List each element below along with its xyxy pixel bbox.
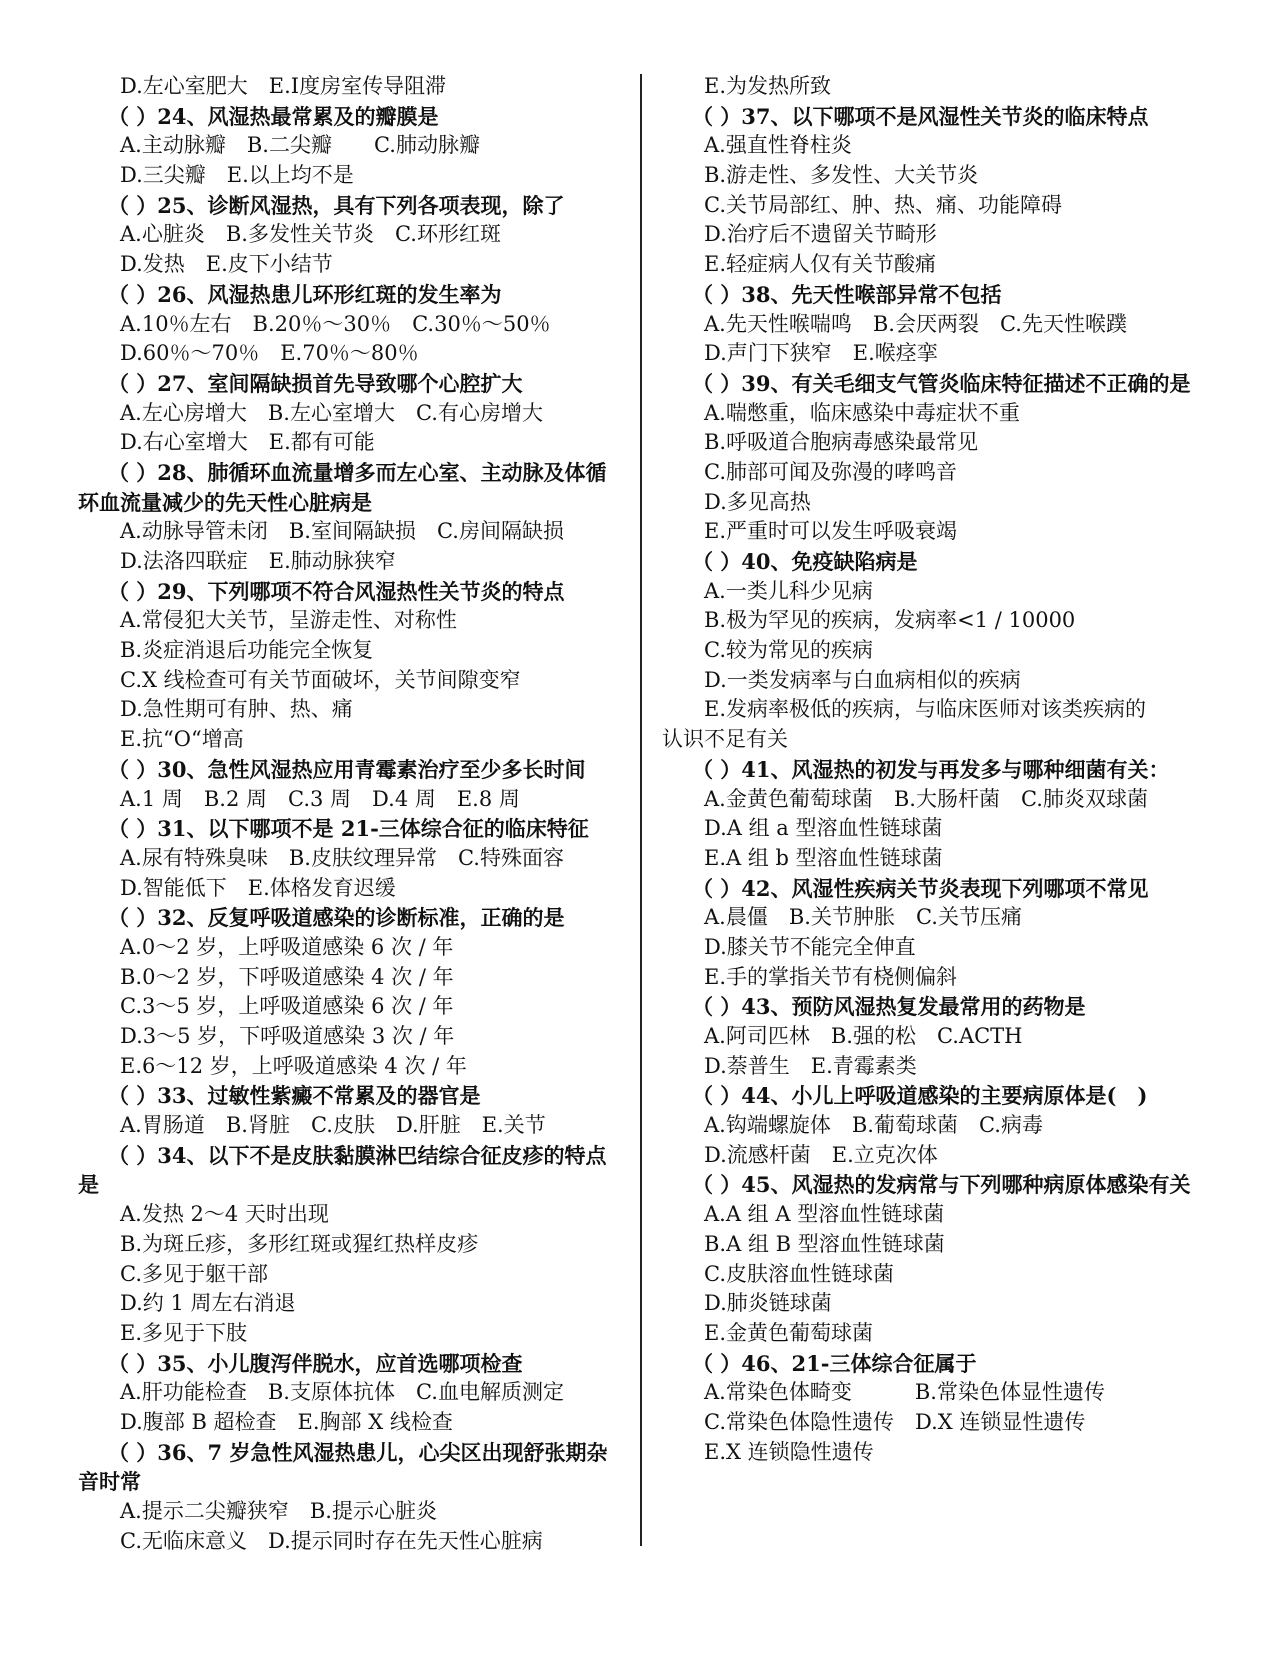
question-stem: （ ）25、诊断风湿热，具有下列各项表现，除了 <box>108 192 565 218</box>
option-line: B.呼吸道合胞病毒感染最常见 <box>704 430 979 455</box>
option-line: D.发热 E.皮下小结节 <box>120 252 333 277</box>
option-line: C.常染色体隐性遗传 D.X 连锁显性遗传 <box>704 1409 1086 1434</box>
option-line: A.A 组 A 型溶血性链球菌 <box>704 1202 945 1227</box>
option-line: B.游走性、多发性、大关节炎 <box>704 163 979 188</box>
option-line: A.1 周 B.2 周 C.3 周 D.4 周 E.8 周 <box>120 786 520 811</box>
option-line: C.皮肤溶血性链球菌 <box>704 1261 894 1286</box>
option-line: A.强直性脊柱炎 <box>704 133 852 158</box>
question-stem: （ ）39、有关毛细支气管炎临床特征描述不正确的是 <box>692 370 1191 396</box>
option-line: A.发热 2～4 天时出现 <box>120 1202 329 1227</box>
left-column <box>78 72 623 1556</box>
option-line: D.60％～70％ E.70％～80％ <box>120 341 419 366</box>
question-stem: （ ）36、7 岁急性风湿热患儿，心尖区出现舒张期杂音时常 <box>78 1439 608 1495</box>
option-line: D.多见高热 <box>704 489 811 514</box>
option-line: C.较为常见的疾病 <box>704 638 873 663</box>
option-line: E.多见于下肢 <box>120 1320 248 1345</box>
option-line: C.无临床意义 D.提示同时存在先天性心脏病 <box>120 1528 543 1553</box>
option-line: D.一类发病率与白血病相似的疾病 <box>704 667 1021 692</box>
option-line: D.萘普生 E.青霉素类 <box>704 1053 917 1078</box>
option-line: E.抗“O“增高 <box>120 727 244 752</box>
option-line: C.肺部可闻及弥漫的哮鸣音 <box>704 459 957 484</box>
option-line: C.3～5 岁，上呼吸道感染 6 次 / 年 <box>120 994 454 1019</box>
option-line: E.轻症病人仅有关节酸痛 <box>704 252 937 277</box>
option-line: D.右心室增大 E.都有可能 <box>120 430 375 455</box>
option-line: A.左心房增大 B.左心室增大 C.有心房增大 <box>120 400 543 425</box>
option-line: A.钩端螺旋体 B.葡萄球菌 C.病毒 <box>704 1113 1043 1138</box>
option-line: B.极为罕见的疾病，发病率<1 / 10000 <box>704 608 1076 633</box>
question-stem: （ ）46、21-三体综合征属于 <box>692 1350 977 1376</box>
question-stem: （ ）41、风湿热的初发与再发多与哪种细菌有关： <box>692 756 1170 782</box>
option-line: D.智能低下 E.体格发育迟缓 <box>120 875 396 900</box>
option-line: E.发病率极低的疾病，与临床医师对该类疾病的 <box>704 697 1147 722</box>
question-stem: （ ）28、肺循环血流量增多而左心室、主动脉及体循环血流量减少的先天性心脏病是 <box>78 459 607 515</box>
option-line: D.3～5 岁，下呼吸道感染 3 次 / 年 <box>120 1024 455 1049</box>
question-stem: （ ）29、下列哪项不符合风湿热性关节炎的特点 <box>108 578 565 604</box>
option-line: A.先天性喉喘鸣 B.会厌两裂 C.先天性喉蹼 <box>704 311 1127 336</box>
option-continuation: 认识不足有关 <box>662 727 788 752</box>
question-stem: （ ）24、风湿热最常累及的瓣膜是 <box>108 103 439 129</box>
question-stem: （ ）32、反复呼吸道感染的诊断标准，正确的是 <box>108 905 565 931</box>
option-line: A.喘憋重，临床感染中毒症状不重 <box>704 400 1020 425</box>
question-stem: （ ）43、预防风湿热复发最常用的药物是 <box>692 994 1086 1020</box>
option-line: D.左心室肥大 E.I度房室传导阻滞 <box>120 74 447 98</box>
question-stem: （ ）26、风湿热患儿环形红斑的发生率为 <box>108 281 502 307</box>
question-stem: （ ）35、小儿腹泻伴脱水，应首选哪项检查 <box>108 1350 523 1376</box>
question-stem: （ ）37、以下哪项不是风湿性关节炎的临床特点 <box>692 103 1149 129</box>
option-line: A.胃肠道 B.肾脏 C.皮肤 D.肝脏 E.关节 <box>120 1113 546 1138</box>
option-line: D.腹部 B 超检查 E.胸部 X 线检查 <box>120 1410 453 1434</box>
option-line: E.严重时可以发生呼吸衰竭 <box>704 519 958 544</box>
option-line: B.炎症消退后功能完全恢复 <box>120 638 374 663</box>
option-line: D.三尖瓣 E.以上均不是 <box>120 163 354 188</box>
option-line: D.约 1 周左右消退 <box>120 1291 296 1316</box>
option-line: C.X 线检查可有关节面破坏，关节间隙变窄 <box>120 667 521 692</box>
option-line: A.常染色体畸变 B.常染色体显性遗传 <box>704 1380 1105 1405</box>
option-line: E.手的掌指关节有桡侧偏斜 <box>704 964 958 989</box>
option-line: D.膝关节不能完全伸直 <box>704 934 916 959</box>
question-stem: （ ）38、先天性喉部异常不包括 <box>692 281 1002 307</box>
question-stem: （ ）44、小儿上呼吸道感染的主要病原体是( ) <box>692 1083 1148 1109</box>
option-line: A.一类儿科少见病 <box>704 578 873 603</box>
option-line: E.X 连锁隐性遗传 <box>704 1439 874 1464</box>
option-line: B.为斑丘疹，多形红斑或猩红热样皮疹 <box>120 1231 479 1256</box>
option-line: B.A 组 B 型溶血性链球菌 <box>704 1231 945 1256</box>
option-line: A.金黄色葡萄球菌 B.大肠杆菌 C.肺炎双球菌 <box>704 786 1148 811</box>
option-line: E.金黄色葡萄球菌 <box>704 1320 874 1345</box>
option-line: A.主动脉瓣 B.二尖瓣 C.肺动脉瓣 <box>120 133 480 158</box>
option-line: A.肝功能检查 B.支原体抗体 C.血电解质测定 <box>120 1380 564 1405</box>
option-line: D.A 组 a 型溶血性链球菌 <box>704 816 943 841</box>
option-line: D.声门下狭窄 E.喉痉挛 <box>704 341 938 366</box>
option-line: A.阿司匹林 B.强的松 C.ACTH <box>704 1024 1023 1049</box>
option-line: D.流感杆菌 E.立克次体 <box>704 1142 938 1167</box>
option-line: A.尿有特殊臭味 B.皮肤纹理异常 C.特殊面容 <box>120 845 564 870</box>
question-stem: （ ）31、以下哪项不是 21-三体综合征的临床特征 <box>108 816 589 842</box>
option-line: D.治疗后不遗留关节畸形 <box>704 222 937 247</box>
option-line: A.心脏炎 B.多发性关节炎 C.环形红斑 <box>120 222 501 247</box>
option-line: D.法洛四联症 E.肺动脉狭窄 <box>120 549 396 574</box>
option-line: A.0～2 岁，上呼吸道感染 6 次 / 年 <box>120 934 454 959</box>
option-line: D.急性期可有肿、热、痛 <box>120 697 353 722</box>
option-line: E.A 组 b 型溶血性链球菌 <box>704 845 943 870</box>
option-line: A.提示二尖瓣狭窄 B.提示心脏炎 <box>120 1499 437 1524</box>
option-line: E.为发热所致 <box>704 74 832 98</box>
question-stem: （ ）34、以下不是皮肤黏膜淋巴结综合征皮疹的特点是 <box>78 1142 607 1198</box>
question-stem: （ ）42、风湿性疾病关节炎表现下列哪项不常见 <box>692 875 1149 901</box>
option-line: A.晨僵 B.关节肿胀 C.关节压痛 <box>704 905 1022 930</box>
question-stem: （ ）27、室间隔缺损首先导致哪个心腔扩大 <box>108 370 523 396</box>
option-line: C.多见于躯干部 <box>120 1261 268 1286</box>
option-line: A.10％左右 B.20％～30％ C.30％～50％ <box>120 311 551 336</box>
option-line: D.肺炎链球菌 <box>704 1291 832 1316</box>
right-column <box>662 72 1207 1467</box>
question-stem: （ ）33、过敏性紫癜不常累及的器官是 <box>108 1083 481 1109</box>
question-stem: （ ）45、风湿热的发病常与下列哪种病原体感染有关 <box>692 1172 1191 1198</box>
option-line: B.0～2 岁，下呼吸道感染 4 次 / 年 <box>120 964 454 989</box>
option-line: A.动脉导管未闭 B.室间隔缺损 C.房间隔缺损 <box>120 519 564 544</box>
column-divider <box>640 74 642 1546</box>
option-line: A.常侵犯大关节，呈游走性、对称性 <box>120 608 457 633</box>
question-stem: （ ）30、急性风湿热应用青霉素治疗至少多长时间 <box>108 756 586 782</box>
question-stem: （ ）40、免疫缺陷病是 <box>692 549 918 575</box>
option-line: E.6～12 岁，上呼吸道感染 4 次 / 年 <box>120 1053 467 1078</box>
option-line: C.关节局部红、肿、热、痛、功能障碍 <box>704 192 1062 217</box>
